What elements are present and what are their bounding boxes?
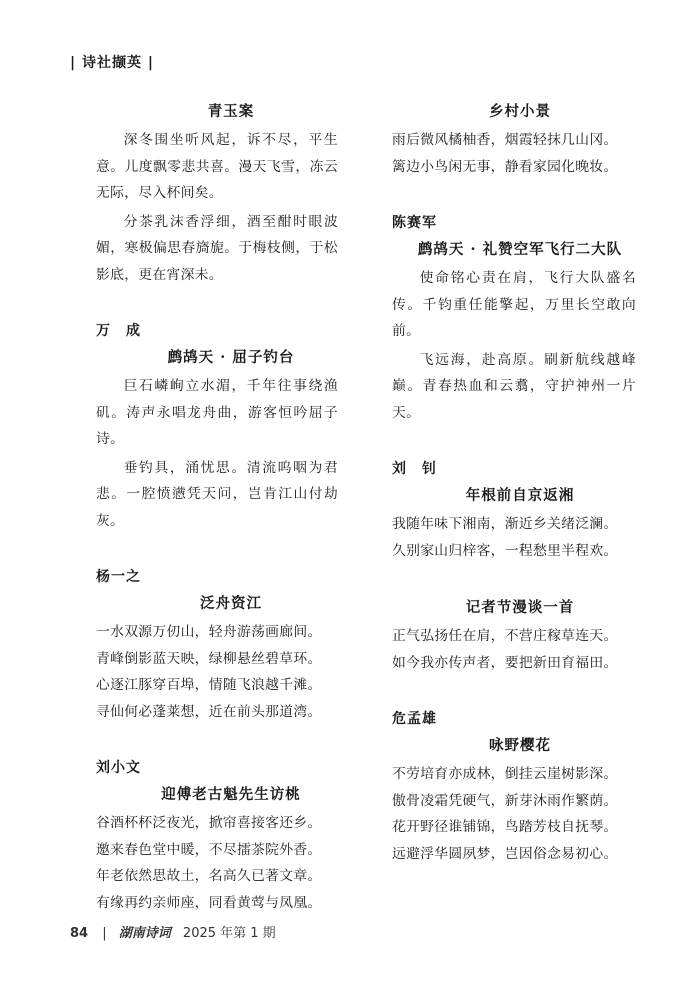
poem-block [392,596,636,676]
left-column [96,96,338,916]
poem-author: 危孟雄 [392,711,437,727]
poem-line: 傲骨凌霜凭硬气，新芽沐雨作繁荫。 [392,792,618,809]
poem-title: 年根前自京返湘 [465,487,575,504]
poem-paragraph: 分茶乳沫香浮细，酒至酣时眼波媚，寒极偏思春旖旎。于梅枝侧，于松影底，更在宵深未。 [96,213,338,283]
poem-author: 刘小文 [96,760,141,776]
poem-line: 一水双源万仞山，轻舟游荡画廊间。 [96,624,322,640]
poem-paragraph: 使命铭心责在肩，飞行大队盛名传。千钧重任能擎起，万里长空敢向前。 [392,270,636,339]
poem-line: 有缘再约亲师座，同看黄莺与凤凰。 [96,894,322,911]
poem-line: 谷酒杯杯泛夜光，掀帘喜接客还乡。 [96,815,322,831]
poem-title: 记者节漫谈一首 [465,599,575,616]
poem-title: 迎傅老古魁先生访桃 [161,786,301,803]
poem-block [392,212,636,426]
poem-line: 邀来春色堂中暖，不尽擂茶院外香。 [96,841,322,858]
poem-paragraph: 垂钓具，涌忧思。清流呜咽为君悲。一腔愤懑凭天问，岂肯江山付劫灰。 [96,459,338,529]
magazine-name: 湖南诗词 [118,926,171,941]
poem-author: 刘 钊 [392,461,437,477]
poem-title: 鹧鸪天 · 屈子钓台 [167,349,295,366]
poem-block [392,100,636,180]
poem-block [96,757,338,916]
poem-line: 雨后微风橘柚香，烟霞轻抹几山冈。 [392,132,618,148]
poem-author: 杨一之 [96,569,141,585]
right-column [392,96,636,867]
poem-line: 久别家山归梓客，一程愁里半程欢。 [392,542,618,559]
footer-separator: | [102,926,107,941]
poem-line: 远避浮华圆夙梦，岂因俗念易初心。 [392,845,618,862]
poem-title: 泛舟资江 [200,595,262,612]
poem-paragraph: 飞远海，赴高原。刷新航线越峰巅。青春热血和云翥，守护神州一片天。 [392,351,636,421]
poem-line: 如今我亦传声者，要把新田育福田。 [392,654,618,671]
poem-title: 鹧鸪天 · 礼赞空军飞行二大队 [417,241,623,258]
poem-line: 寻仙何必蓬莱想，近在前头那道湾。 [96,703,322,720]
poem-title: 乡村小景 [489,103,551,120]
poem-line: 花开野径谁铺锦，鸟踏芳枝自抚琴。 [392,819,618,835]
poem-block [392,458,636,564]
poem-line: 篱边小鸟闲无事，静看家园化晚妆。 [392,158,618,175]
poem-block [96,566,338,725]
poem-author: 陈赛军 [392,215,437,231]
poem-line: 正气弘扬任在肩，不营庄稼草连天。 [392,628,618,644]
poem-block [96,100,338,288]
poem-line: 年老依然思故土，名高久已著文章。 [96,868,322,884]
poem-author: 万 成 [96,323,141,339]
poem-title: 咏野樱花 [489,737,551,754]
poem-block [392,708,636,867]
poem-paragraph: 深冬围坐听风起，诉不尽，平生意。儿度飘零悲共喜。漫天飞雪，冻云无际，尽入杯间矣。 [96,132,338,201]
page-number: 84 [70,926,89,941]
poem-paragraph: 巨石嶙峋立水湄，千年往事绕渔矶。涛声永唱龙舟曲，游客恒吟屈子诗。 [96,378,338,447]
poem-block [96,320,338,534]
page-footer [70,922,276,941]
section-header: | 诗社撷英 | [70,55,154,71]
poem-line: 青峰倒影蓝天映，绿柳悬丝碧草环。 [96,650,322,667]
issue-label: 2025 年第 1 期 [182,926,276,941]
poem-line: 我随年味下湘南，渐近乡关绪泛澜。 [392,516,618,532]
poem-line: 心逐江豚穿百埠，情随飞浪越千滩。 [96,677,322,693]
poem-title: 青玉案 [207,103,255,120]
poem-line: 不劳培育亦成林，倒挂云崖树影深。 [392,766,618,782]
